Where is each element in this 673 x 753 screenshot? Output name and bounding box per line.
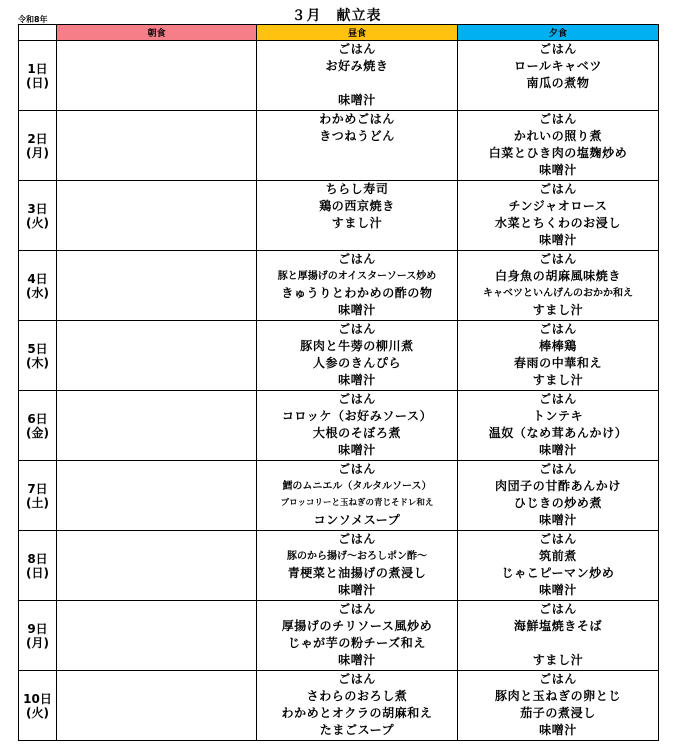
day-date: 4日 <box>27 271 48 286</box>
dinner-cell <box>458 41 659 111</box>
day-weekday: (日) <box>26 75 49 90</box>
header-row <box>19 25 659 41</box>
table-row <box>19 181 659 251</box>
menu-item: ちらし寿司 <box>325 182 389 196</box>
menu-item: ごはん <box>338 602 376 616</box>
day-date: 9日 <box>27 621 48 636</box>
menu-item: 味噌汁 <box>539 233 577 247</box>
breakfast-cell <box>57 111 257 181</box>
era-label: 令和8年 <box>18 15 48 24</box>
menu-item: 茄子の煮浸し <box>520 706 596 720</box>
menu-item: コロッケ（お好みソース） <box>281 409 433 423</box>
table-row <box>19 251 659 321</box>
menu-item: 肉団子の甘酢あんかけ <box>494 479 621 493</box>
menu-item: 人参のきんぴら <box>312 356 402 370</box>
table-row <box>19 531 659 601</box>
menu-item: 味噌汁 <box>338 303 376 317</box>
day-cell <box>19 111 57 181</box>
lunch-cell <box>257 601 458 671</box>
menu-item: ごはん <box>539 182 577 196</box>
day-weekday: (水) <box>26 285 49 300</box>
menu-item: お好み焼き <box>325 59 389 73</box>
day-cell <box>19 181 57 251</box>
table-row <box>19 671 659 741</box>
dinner-cell <box>458 321 659 391</box>
table-row <box>19 391 659 461</box>
lunch-cell <box>257 391 458 461</box>
day-date: 6日 <box>27 411 48 426</box>
breakfast-cell <box>57 671 257 741</box>
header-lunch: 昼食 <box>257 25 458 41</box>
menu-item: わかめとオクラの胡麻和え <box>281 706 433 720</box>
menu-item: すまし汁 <box>532 303 584 317</box>
lunch-cell <box>257 531 458 601</box>
menu-item: 豚のから揚げ～おろしポン酢～ <box>287 551 427 562</box>
day-weekday: (土) <box>26 495 49 510</box>
menu-item: 味噌汁 <box>338 653 376 667</box>
day-weekday: (火) <box>26 215 49 230</box>
menu-item: ごはん <box>338 322 376 336</box>
day-weekday: (金) <box>26 425 49 440</box>
menu-item: 棒棒鶏 <box>539 339 577 353</box>
lunch-cell <box>257 671 458 741</box>
menu-item: 鱈のムニエル（タルタルソース） <box>282 481 432 492</box>
menu-item <box>257 75 457 92</box>
menu-item: 味噌汁 <box>338 373 376 387</box>
menu-item: 厚揚げのチリソース風炒め <box>281 619 433 633</box>
menu-item: ひじきの炒め煮 <box>513 496 603 510</box>
menu-item: ごはん <box>338 252 376 266</box>
lunch-cell <box>257 251 458 321</box>
menu-item: ごはん <box>338 532 376 546</box>
menu-item: ごはん <box>539 532 577 546</box>
dinner-cell <box>458 671 659 741</box>
menu-item: すまし汁 <box>532 373 584 387</box>
menu-item: ごはん <box>539 112 577 126</box>
menu-item: 白菜とひき肉の塩麹炒め <box>488 146 628 160</box>
breakfast-cell <box>57 251 257 321</box>
menu-item: ごはん <box>539 672 577 686</box>
menu-item: じゃこピーマン炒め <box>501 566 615 580</box>
day-cell <box>19 321 57 391</box>
menu-item: ごはん <box>539 42 577 56</box>
menu-item: 春雨の中華和え <box>513 356 603 370</box>
table-row <box>19 111 659 181</box>
menu-item: じゃが芋の粉チーズ和え <box>287 636 426 650</box>
menu-item: わかめごはん <box>319 112 395 126</box>
breakfast-cell <box>57 531 257 601</box>
menu-item: 味噌汁 <box>539 723 577 737</box>
day-cell <box>19 601 57 671</box>
dinner-cell <box>458 391 659 461</box>
menu-item: すまし汁 <box>532 653 584 667</box>
day-cell <box>19 41 57 111</box>
header-breakfast: 朝食 <box>57 25 257 41</box>
menu-item: ごはん <box>338 672 376 686</box>
day-cell <box>19 671 57 741</box>
menu-item: 味噌汁 <box>338 443 376 457</box>
menu-item: 温奴（なめ茸あんかけ） <box>488 426 628 440</box>
lunch-cell <box>257 321 458 391</box>
menu-item: 水菜とちくわのお浸し <box>494 216 621 230</box>
dinner-cell <box>458 461 659 531</box>
day-cell <box>19 251 57 321</box>
menu-item: ごはん <box>539 252 577 266</box>
menu-item: チンジャオロース <box>508 199 608 213</box>
menu-item: 南瓜の煮物 <box>526 76 590 90</box>
menu-item: かれいの照り煮 <box>513 129 603 143</box>
menu-item <box>257 145 457 162</box>
table-row <box>19 601 659 671</box>
dinner-cell <box>458 111 659 181</box>
day-weekday: (火) <box>26 705 49 720</box>
menu-item: ブロッコリーと玉ねぎの青じそドレ和え <box>280 498 434 508</box>
menu-item: ごはん <box>539 602 577 616</box>
menu-item: 大根のそぼろ煮 <box>312 426 402 440</box>
day-cell <box>19 391 57 461</box>
menu-item: 海鮮塩焼きそば <box>513 619 603 633</box>
breakfast-cell <box>57 41 257 111</box>
menu-body <box>19 41 659 741</box>
day-cell <box>19 461 57 531</box>
header-day <box>19 25 57 41</box>
breakfast-cell <box>57 461 257 531</box>
menu-item: ロールキャベツ <box>514 59 602 73</box>
menu-item: きつねうどん <box>319 129 395 143</box>
breakfast-cell <box>57 601 257 671</box>
table-row <box>19 461 659 531</box>
menu-item <box>257 232 457 249</box>
menu-item: 青梗菜と油揚げの煮浸し <box>287 566 427 580</box>
menu-item: 味噌汁 <box>539 583 577 597</box>
day-weekday: (月) <box>26 635 49 650</box>
day-weekday: (月) <box>26 145 49 160</box>
table-row <box>19 321 659 391</box>
dinner-cell <box>458 181 659 251</box>
menu-item: 味噌汁 <box>539 443 577 457</box>
lunch-cell <box>257 111 458 181</box>
day-date: 8日 <box>27 551 48 566</box>
breakfast-cell <box>57 321 257 391</box>
menu-item: トンテキ <box>532 409 584 423</box>
page-title: ３月 献立表 <box>291 8 382 24</box>
day-weekday: (日) <box>26 565 49 580</box>
day-date: 10日 <box>23 691 52 706</box>
day-date: 3日 <box>27 201 48 216</box>
lunch-cell <box>257 181 458 251</box>
header-dinner: 夕食 <box>458 25 659 41</box>
lunch-cell <box>257 461 458 531</box>
table-row <box>19 41 659 111</box>
dinner-cell <box>458 531 659 601</box>
menu-item: ごはん <box>338 392 376 406</box>
menu-item: キャベツといんげんのおかか和え <box>483 288 633 299</box>
day-date: 7日 <box>27 481 48 496</box>
menu-item: たまごスープ <box>319 723 395 737</box>
menu-item <box>257 162 457 179</box>
dinner-cell <box>458 251 659 321</box>
menu-item: ごはん <box>338 462 376 476</box>
day-weekday: (木) <box>26 355 49 370</box>
menu-item: ごはん <box>539 392 577 406</box>
lunch-cell <box>257 41 458 111</box>
menu-item: 豚肉と玉ねぎの卵とじ <box>494 689 621 703</box>
menu-table <box>18 24 659 741</box>
day-date: 1日 <box>27 61 48 76</box>
menu-item: ごはん <box>539 462 577 476</box>
menu-item <box>458 635 658 652</box>
day-cell <box>19 531 57 601</box>
menu-item: きゅうりとわかめの酢の物 <box>281 286 433 300</box>
menu-item: 白身魚の胡麻風味焼き <box>494 269 621 283</box>
menu-item: 味噌汁 <box>539 513 577 527</box>
menu-item: 筑前煮 <box>539 549 577 563</box>
menu-item: 豚肉と牛蒡の柳川煮 <box>300 339 414 353</box>
menu-item: ごはん <box>338 42 376 56</box>
menu-item: ごはん <box>539 322 577 336</box>
menu-item: 味噌汁 <box>539 163 577 177</box>
day-date: 2日 <box>27 131 48 146</box>
menu-item <box>458 92 658 109</box>
menu-item: 鶏の西京焼き <box>319 199 395 213</box>
menu-item: コンソメスープ <box>313 513 401 527</box>
menu-item: 味噌汁 <box>338 583 376 597</box>
breakfast-cell <box>57 181 257 251</box>
menu-item: すまし汁 <box>331 216 383 230</box>
menu-item: 豚と厚揚げのオイスターソース炒め <box>277 271 437 282</box>
day-date: 5日 <box>27 341 48 356</box>
dinner-cell <box>458 601 659 671</box>
menu-item: さわらのおろし煮 <box>306 689 408 703</box>
breakfast-cell <box>57 391 257 461</box>
menu-item: 味噌汁 <box>338 93 376 107</box>
